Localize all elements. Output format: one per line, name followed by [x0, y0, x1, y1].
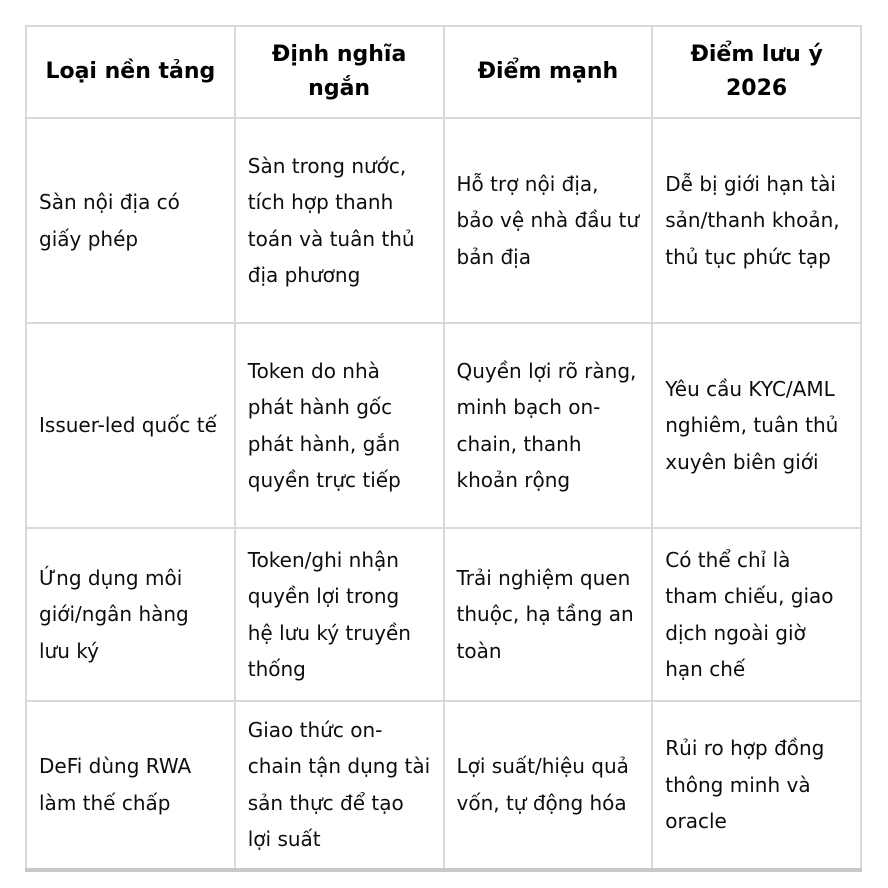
- column-header-platform-type: Loại nền tảng: [26, 26, 235, 118]
- table-row-broker-custodian-bank-app: [26, 528, 861, 701]
- table-cell: Token/ghi nhận quyền lợi trong hệ lưu ký truyền thống: [235, 528, 444, 701]
- column-header-notes-2026: Điểm lưu ý 2026: [652, 26, 861, 118]
- column-header-strengths: Điểm mạnh: [444, 26, 653, 118]
- table-cell: Sàn nội địa có giấy phép: [26, 118, 235, 323]
- column-header-short-definition: Định nghĩa ngắn: [235, 26, 444, 118]
- table-cell: Yêu cầu KYC/AML nghiêm, tuân thủ xuyên biên giới: [652, 323, 861, 528]
- table-cell: Quyền lợi rõ ràng, minh bạch on-chain, thanh khoản rộng: [444, 323, 653, 528]
- table-row-defi-rwa-collateral: [26, 701, 861, 870]
- table-cell: Ứng dụng môi giới/ngân hàng lưu ký: [26, 528, 235, 701]
- table-cell: Lợi suất/hiệu quả vốn, tự động hóa: [444, 701, 653, 870]
- table-row-licensed-domestic-exchange: [26, 118, 861, 323]
- table-cell: Dễ bị giới hạn tài sản/thanh khoản, thủ tục phức tạp: [652, 118, 861, 323]
- table-cell: DeFi dùng RWA làm thế chấp: [26, 701, 235, 870]
- table-cell: Trải nghiệm quen thuộc, hạ tầng an toàn: [444, 528, 653, 701]
- table-cell: Token do nhà phát hành gốc phát hành, gắn quyền trực tiếp: [235, 323, 444, 528]
- table-cell: Có thể chỉ là tham chiếu, giao dịch ngoài giờ hạn chế: [652, 528, 861, 701]
- table-row-international-issuer-led: [26, 323, 861, 528]
- platform-comparison-table: [25, 25, 862, 872]
- table-cell: Hỗ trợ nội địa, bảo vệ nhà đầu tư bản địa: [444, 118, 653, 323]
- header-row: [26, 26, 861, 118]
- table-cell: Sàn trong nước, tích hợp thanh toán và tuân thủ địa phương: [235, 118, 444, 323]
- table-cell: Rủi ro hợp đồng thông minh và oracle: [652, 701, 861, 870]
- table-cell: Issuer-led quốc tế: [26, 323, 235, 528]
- table-cell: Giao thức on-chain tận dụng tài sản thực để tạo lợi suất: [235, 701, 444, 870]
